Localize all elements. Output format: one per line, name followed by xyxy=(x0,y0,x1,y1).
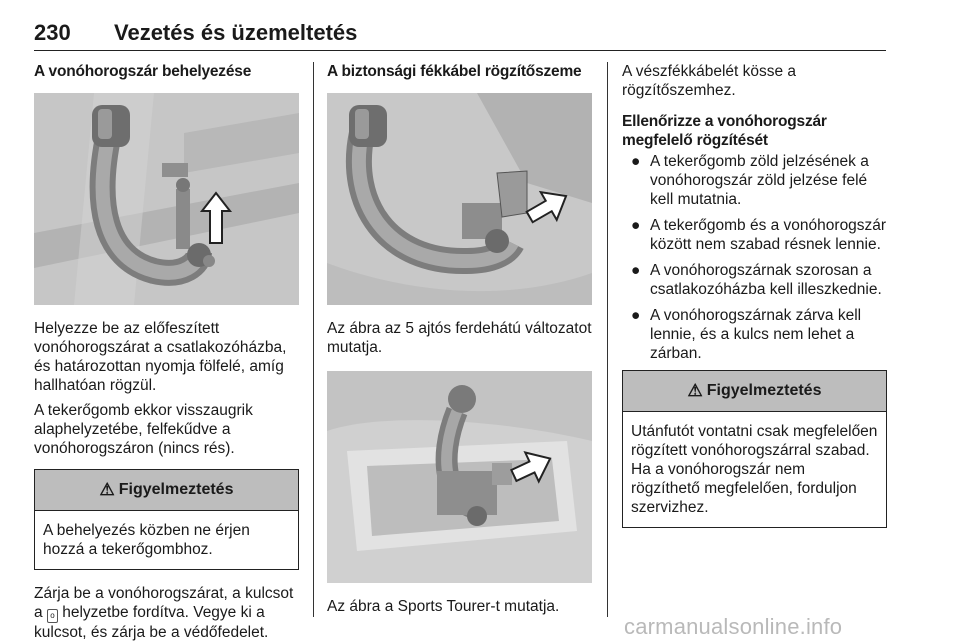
list-item-text: A vonóhorogszárnak zárva kell lennie, és a kulcs nem lehet a zárban. xyxy=(650,307,862,362)
warning-box xyxy=(622,370,887,528)
warning-text: Utánfutót vontatni csak megfelelően rögzített vonóhorogszárral szabad. Ha a vonóhorogszár nem rögzíthető megfelelően, forduljon szervizhez. xyxy=(631,423,878,516)
lock-symbol-icon: o xyxy=(47,609,58,623)
check-list xyxy=(622,152,887,363)
section-heading-check: Ellenőrizze a vonóhorogszár megfelelő rögzítését xyxy=(622,113,827,149)
column-1 xyxy=(34,62,299,642)
column-divider xyxy=(313,62,314,617)
list-item-text: A vonóhorogszárnak szorosan a csatlakozóházba kell illeszkednie. xyxy=(650,262,882,298)
warning-triangle-icon: ⚠ xyxy=(99,480,115,499)
bullet-icon: ● xyxy=(631,217,641,234)
figure-caption: Az ábra az 5 ajtós ferdehátú változatot mutatja. xyxy=(327,320,592,356)
column-divider xyxy=(607,62,608,617)
column-2 xyxy=(327,62,592,616)
watermark: carmanualsonline.info xyxy=(624,614,843,639)
warning-box xyxy=(34,469,299,570)
figure-caption: Az ábra a Sports Tourer-t mutatja. xyxy=(327,598,560,615)
instruction-paragraph xyxy=(34,584,299,642)
list-item xyxy=(622,261,887,299)
warning-header xyxy=(35,470,298,511)
section-heading-insert: A vonóhorogszár behelyezése xyxy=(34,63,252,80)
section-heading-safety-cable: A biztonsági fékkábel rögzítőszeme xyxy=(327,63,582,80)
warning-triangle-icon: ⚠ xyxy=(687,381,703,400)
bullet-icon: ● xyxy=(631,153,641,170)
warning-text: A behelyezés közben ne érjen hozzá a tekerőgombhoz. xyxy=(43,522,250,558)
list-item-text: A tekerőgomb zöld jelzésének a vonóhorogszár zöld jelzése felé kell mutatnia. xyxy=(650,153,869,208)
page-header xyxy=(34,14,886,51)
bullet-icon: ● xyxy=(631,307,641,324)
page-number: 230 xyxy=(34,20,71,45)
paragraph-text: helyzetbe fordítva. Vegye ki a kulcsot, és zárja be a védőfedelet. xyxy=(34,604,269,641)
instruction-paragraph: A vészfékkábelét kösse a rögzítőszemhez. xyxy=(622,63,797,99)
list-item xyxy=(622,152,887,209)
paragraph-text: Zárja be a vonóhorogszárat, a kulcsot a xyxy=(34,585,294,621)
warning-title: Figyelmeztetés xyxy=(118,481,234,498)
list-item xyxy=(622,306,887,363)
eyelet-hatchback-illustration xyxy=(327,93,592,305)
eyelet-sports-tourer-illustration xyxy=(327,371,592,583)
chapter-title: Vezetés és üzemeltetés xyxy=(114,20,358,45)
towbar-insert-illustration xyxy=(34,93,299,305)
warning-title: Figyelmeztetés xyxy=(706,382,822,399)
instruction-paragraph: A tekerőgomb ekkor visszaugrik alaphelyzetébe, felfekűdve a vonóhorogszáron (nincs rés). xyxy=(34,402,253,457)
bullet-icon: ● xyxy=(631,262,641,279)
instruction-paragraph: Helyezze be az előfeszített vonóhorogszárat a csatlakozóházba, és határozottan nyomja fölfelé, amíg hallhatóan rögzül. xyxy=(34,320,287,394)
warning-header xyxy=(623,371,886,412)
list-item-text: A tekerőgomb és a vonóhorogszár között nem szabad résnek lennie. xyxy=(650,217,887,253)
list-item xyxy=(622,216,887,254)
column-3 xyxy=(622,62,887,528)
